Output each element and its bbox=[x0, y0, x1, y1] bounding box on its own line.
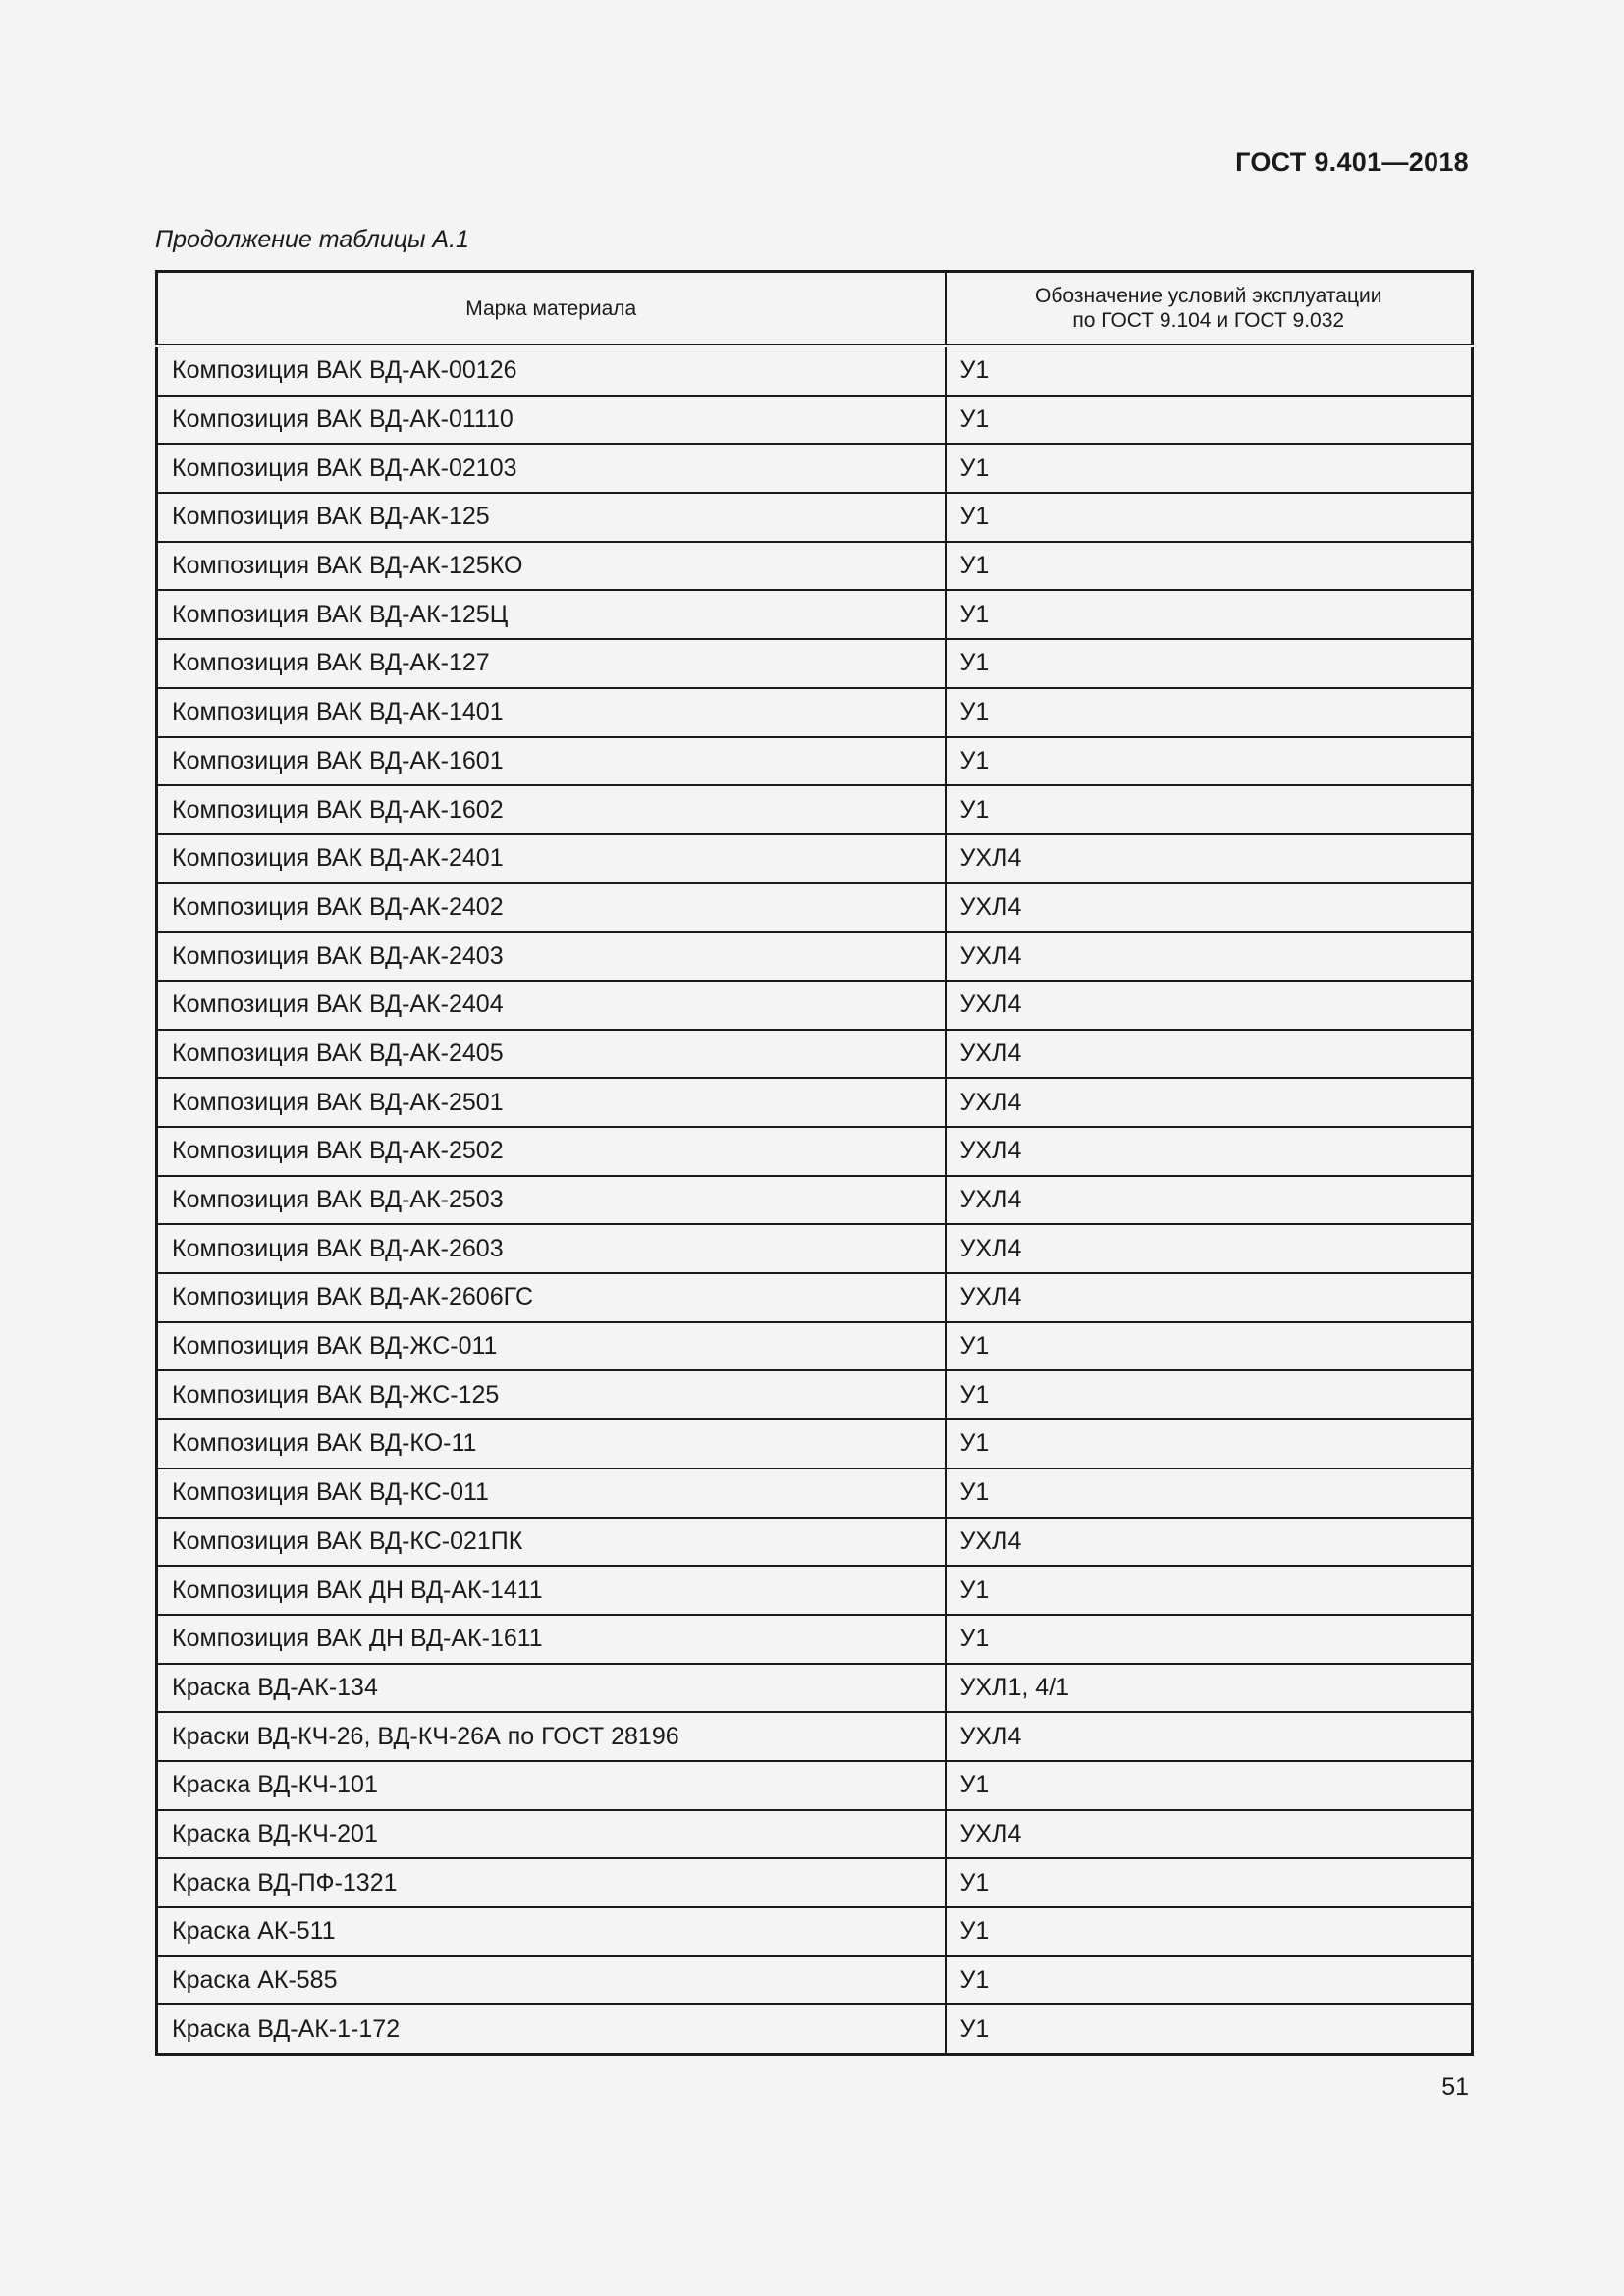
material-cell: Композиция ВАК ВД-АК-2603 bbox=[157, 1224, 946, 1273]
material-cell: Композиция ВАК ВД-АК-2606ГС bbox=[157, 1273, 946, 1322]
condition-cell: У1 bbox=[946, 542, 1473, 591]
material-cell: Краска ВД-КЧ-201 bbox=[157, 1810, 946, 1859]
table-row bbox=[157, 688, 1473, 737]
condition-cell: УХЛ4 bbox=[946, 1176, 1473, 1225]
material-cell: Композиция ВАК ВД-АК-125КО bbox=[157, 542, 946, 591]
table-row bbox=[157, 737, 1473, 786]
condition-cell: УХЛ4 bbox=[946, 1030, 1473, 1079]
condition-cell: УХЛ1, 4/1 bbox=[946, 1664, 1473, 1713]
table-row bbox=[157, 834, 1473, 883]
material-cell: Краска ВД-КЧ-101 bbox=[157, 1761, 946, 1810]
table-row bbox=[157, 2004, 1473, 2054]
material-cell: Композиция ВАК ВД-АК-2501 bbox=[157, 1078, 946, 1127]
table-header-row bbox=[157, 272, 1473, 347]
condition-cell: УХЛ4 bbox=[946, 1518, 1473, 1567]
material-cell: Композиция ВАК ВД-КО-11 bbox=[157, 1419, 946, 1468]
table-row bbox=[157, 493, 1473, 542]
condition-cell: У1 bbox=[946, 1322, 1473, 1371]
table-row bbox=[157, 639, 1473, 688]
condition-cell: УХЛ4 bbox=[946, 834, 1473, 883]
table-row bbox=[157, 1712, 1473, 1761]
material-cell: Композиция ВАК ВД-АК-1401 bbox=[157, 688, 946, 737]
material-cell: Композиция ВАК ВД-АК-2404 bbox=[157, 981, 946, 1030]
condition-cell: У1 bbox=[946, 396, 1473, 445]
table-row bbox=[157, 1468, 1473, 1518]
material-cell: Композиция ВАК ВД-АК-1601 bbox=[157, 737, 946, 786]
table-row bbox=[157, 1518, 1473, 1567]
material-cell: Композиция ВАК ВД-АК-2401 bbox=[157, 834, 946, 883]
table-row bbox=[157, 1224, 1473, 1273]
table-row bbox=[157, 932, 1473, 981]
condition-cell: У1 bbox=[946, 1468, 1473, 1518]
table-row bbox=[157, 1322, 1473, 1371]
material-cell: Композиция ВАК ВД-АК-02103 bbox=[157, 444, 946, 493]
table-row bbox=[157, 1761, 1473, 1810]
condition-cell: У1 bbox=[946, 688, 1473, 737]
condition-cell: У1 bbox=[946, 1419, 1473, 1468]
table-row bbox=[157, 1078, 1473, 1127]
condition-cell: У1 bbox=[946, 1615, 1473, 1664]
condition-cell: УХЛ4 bbox=[946, 1273, 1473, 1322]
table-row bbox=[157, 1810, 1473, 1859]
table-row bbox=[157, 1030, 1473, 1079]
column-header-condition-line-2: по ГОСТ 9.104 и ГОСТ 9.032 bbox=[1072, 309, 1345, 332]
condition-cell: У1 bbox=[946, 346, 1473, 396]
table-caption: Продолжение таблицы А.1 bbox=[155, 226, 469, 253]
table-row bbox=[157, 346, 1473, 396]
condition-cell: У1 bbox=[946, 1858, 1473, 1907]
table-row bbox=[157, 1907, 1473, 1956]
material-cell: Краска АК-585 bbox=[157, 1956, 946, 2005]
condition-cell: УХЛ4 bbox=[946, 1127, 1473, 1176]
material-cell: Композиция ВАК ВД-ЖС-011 bbox=[157, 1322, 946, 1371]
material-cell: Композиция ВАК ВД-АК-00126 bbox=[157, 346, 946, 396]
material-cell: Композиция ВАК ВД-АК-2503 bbox=[157, 1176, 946, 1225]
material-cell: Композиция ВАК ВД-ЖС-125 bbox=[157, 1370, 946, 1419]
table-row bbox=[157, 1566, 1473, 1615]
condition-cell: УХЛ4 bbox=[946, 883, 1473, 933]
material-cell: Композиция ВАК ВД-АК-125 bbox=[157, 493, 946, 542]
material-cell: Композиция ВАК ВД-АК-2502 bbox=[157, 1127, 946, 1176]
table-row bbox=[157, 1127, 1473, 1176]
table-row bbox=[157, 444, 1473, 493]
condition-cell: У1 bbox=[946, 2004, 1473, 2054]
table-container bbox=[155, 270, 1471, 2056]
condition-cell: УХЛ4 bbox=[946, 1078, 1473, 1127]
table-row bbox=[157, 542, 1473, 591]
condition-cell: У1 bbox=[946, 493, 1473, 542]
column-header-condition bbox=[946, 272, 1473, 347]
condition-cell: УХЛ4 bbox=[946, 981, 1473, 1030]
condition-cell: УХЛ4 bbox=[946, 932, 1473, 981]
material-cell: Краска ВД-АК-134 bbox=[157, 1664, 946, 1713]
table-row bbox=[157, 981, 1473, 1030]
material-cell: Композиция ВАК ДН ВД-АК-1611 bbox=[157, 1615, 946, 1664]
condition-cell: У1 bbox=[946, 1907, 1473, 1956]
material-cell: Композиция ВАК ВД-АК-125Ц bbox=[157, 590, 946, 639]
table-row bbox=[157, 883, 1473, 933]
condition-cell: У1 bbox=[946, 590, 1473, 639]
condition-cell: У1 bbox=[946, 639, 1473, 688]
table-row bbox=[157, 1615, 1473, 1664]
material-cell: Краски ВД-КЧ-26, ВД-КЧ-26А по ГОСТ 28196 bbox=[157, 1712, 946, 1761]
material-cell: Композиция ВАК ДН ВД-АК-1411 bbox=[157, 1566, 946, 1615]
table-row bbox=[157, 1858, 1473, 1907]
condition-cell: У1 bbox=[946, 1370, 1473, 1419]
material-cell: Краска ВД-ПФ-1321 bbox=[157, 1858, 946, 1907]
condition-cell: У1 bbox=[946, 1566, 1473, 1615]
document-standard-header: ГОСТ 9.401—2018 bbox=[1235, 147, 1469, 177]
condition-cell: УХЛ4 bbox=[946, 1712, 1473, 1761]
material-cell: Композиция ВАК ВД-АК-2405 bbox=[157, 1030, 946, 1079]
condition-cell: УХЛ4 bbox=[946, 1224, 1473, 1273]
table-row bbox=[157, 785, 1473, 834]
material-cell: Краска АК-511 bbox=[157, 1907, 946, 1956]
table-row bbox=[157, 1419, 1473, 1468]
table-row bbox=[157, 1664, 1473, 1713]
table-row bbox=[157, 590, 1473, 639]
material-cell: Композиция ВАК ВД-КС-011 bbox=[157, 1468, 946, 1518]
condition-cell: У1 bbox=[946, 737, 1473, 786]
material-cell: Композиция ВАК ВД-АК-2403 bbox=[157, 932, 946, 981]
table-row bbox=[157, 1176, 1473, 1225]
condition-cell: У1 bbox=[946, 1761, 1473, 1810]
table-row bbox=[157, 1370, 1473, 1419]
materials-table bbox=[155, 270, 1474, 2056]
column-header-condition-line-1: Обозначение условий эксплуатации bbox=[1035, 285, 1382, 307]
condition-cell: У1 bbox=[946, 444, 1473, 493]
condition-cell: У1 bbox=[946, 1956, 1473, 2005]
material-cell: Композиция ВАК ВД-АК-2402 bbox=[157, 883, 946, 933]
condition-cell: УХЛ4 bbox=[946, 1810, 1473, 1859]
material-cell: Композиция ВАК ВД-АК-01110 bbox=[157, 396, 946, 445]
table-row bbox=[157, 1273, 1473, 1322]
table-body bbox=[157, 346, 1473, 2055]
material-cell: Композиция ВАК ВД-КС-021ПК bbox=[157, 1518, 946, 1567]
table-row bbox=[157, 396, 1473, 445]
column-header-material-line: Марка материала bbox=[465, 296, 637, 320]
column-header-material bbox=[157, 272, 946, 347]
condition-cell: У1 bbox=[946, 785, 1473, 834]
page-number: 51 bbox=[1441, 2073, 1469, 2101]
material-cell: Композиция ВАК ВД-АК-1602 bbox=[157, 785, 946, 834]
material-cell: Краска ВД-АК-1-172 bbox=[157, 2004, 946, 2054]
material-cell: Композиция ВАК ВД-АК-127 bbox=[157, 639, 946, 688]
table-row bbox=[157, 1956, 1473, 2005]
